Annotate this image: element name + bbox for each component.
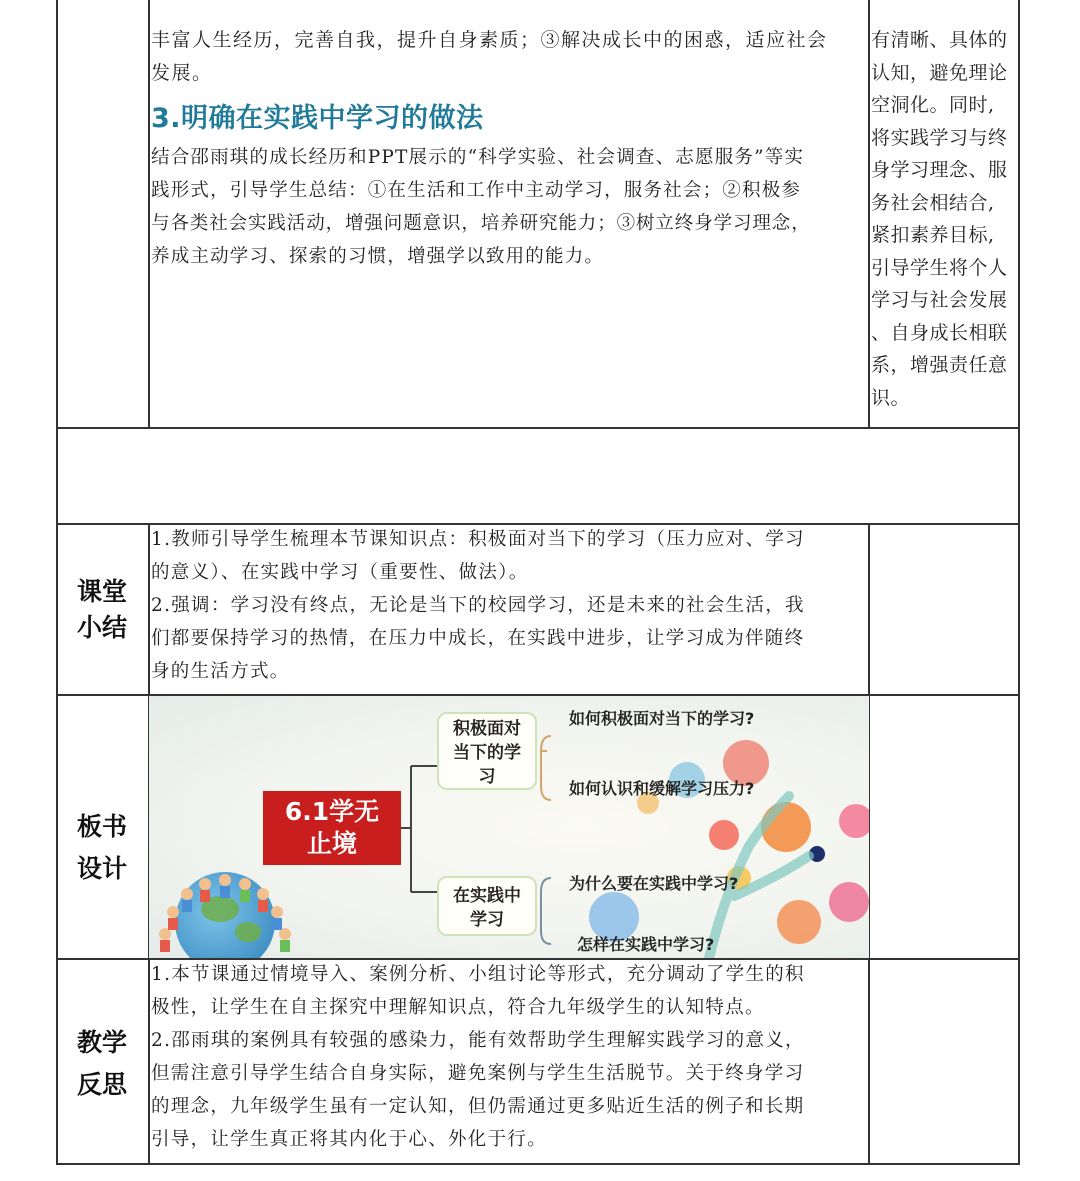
children-ring-graphic [149, 856, 309, 958]
column-divider-2-top [868, 0, 870, 428]
reflection-line: 引导，让学生真正将其内化于心、外化于行。 [151, 1129, 548, 1150]
side-note-line: 认知，避免理论 [871, 61, 1008, 84]
body-line: 丰富人生经历，完善自我，提升自身素质；③解决成长中的困惑，适应社会 [151, 29, 828, 51]
label-line: 课堂 [76, 577, 127, 606]
side-note-line: 身学习理念、服 [871, 159, 1008, 181]
practice-method-cell [151, 24, 867, 273]
reflection-label [56, 1022, 148, 1106]
table-border-bottom [56, 1163, 1020, 1165]
body-line: 发展。 [151, 62, 213, 84]
reflection-line: 1.本节课通过情境导入、案例分析、小组讨论等形式，充分调动了学生的积 [151, 964, 805, 985]
body-line: 践形式，引导学生总结：①在生活和工作中主动学习，服务社会；②积极参 [151, 180, 802, 201]
lesson-plan-table [56, 0, 1020, 1165]
summary-content [151, 523, 867, 688]
board-title-line: 6.1学无 [284, 797, 380, 826]
side-note-line: 、自身成长相联 [871, 321, 1008, 344]
node-line: 学习 [470, 910, 504, 930]
summary-line: 2.强调：学习没有终点，无论是当下的校园学习，还是未来的社会生活，我 [151, 595, 805, 616]
column-divider-1-top [148, 0, 150, 428]
summary-line: 1.教师引导学生梳理本节课知识点：积极面对当下的学习（压力应对、学习 [151, 529, 805, 550]
label-line: 反思 [76, 1070, 127, 1099]
board-question: 如何积极面对当下的学习? [569, 709, 755, 728]
body-line: 养成主动学习、探索的习惯，增强学以致用的能力。 [151, 246, 605, 267]
node-line: 积极面对 [453, 719, 521, 739]
design-intent-cell [871, 24, 1017, 414]
row-divider-1 [56, 427, 1020, 429]
label-line: 小结 [76, 613, 127, 642]
node-face-learning [437, 712, 537, 790]
body-line: 与各类社会实践活动，增强问题意识，培养研究能力；③树立终身学习理念， [151, 213, 811, 234]
label-line: 板书 [76, 812, 127, 841]
side-note-line: 将实践学习与终 [871, 126, 1008, 149]
board-design-image [149, 696, 869, 958]
label-line: 设计 [76, 854, 127, 883]
board-label [56, 806, 148, 890]
board-question: 为什么要在实践中学习? [569, 874, 739, 893]
summary-line: 身的生活方式。 [151, 661, 290, 682]
reflection-content [151, 958, 867, 1156]
board-question: 如何认识和缓解学习压力? [569, 779, 755, 798]
node-line: 当下的学 [453, 743, 521, 763]
side-note-line: 系，增强责任意 [871, 354, 1008, 376]
side-note-line: 引导学生将个人 [871, 256, 1008, 279]
reflection-line: 但需注意引导学生结合自身实际，避免案例与学生生活脱节。关于终身学习 [151, 1063, 805, 1084]
reflection-line: 的理念，九年级学生虽有一定认知，但仍需通过更多贴近生活的例子和长期 [151, 1096, 805, 1117]
side-note-line: 学习与社会发展 [871, 289, 1008, 311]
side-note-line: 有清晰、具体的 [871, 29, 1008, 51]
summary-label [56, 574, 148, 646]
reflection-line: 2.邵雨琪的案例具有较强的感染力，能有效帮助学生理解实践学习的意义， [151, 1030, 805, 1051]
summary-line: 的意义）、在实践中学习（重要性、做法）。 [151, 562, 529, 583]
side-note-line: 空洞化。同时, [871, 94, 995, 116]
board-title-line: 止境 [306, 829, 357, 858]
side-note-line: 识。 [871, 386, 911, 409]
table-border-right [1018, 0, 1020, 1165]
summary-line: 们都要保持学习的热情，在压力中成长，在实践中进步，让学习成为伴随终 [151, 628, 805, 649]
side-note-line: 务社会相结合, [871, 191, 995, 214]
side-note-line: 紧扣素养目标, [871, 224, 995, 246]
board-question: 怎样在实践中学习? [577, 935, 715, 954]
body-line: 结合邵雨琪的成长经历和PPT展示的“科学实验、社会调查、志愿服务”等实 [151, 147, 805, 168]
node-line: 习 [478, 767, 496, 787]
node-practice-learning [437, 876, 537, 936]
label-line: 教学 [76, 1028, 127, 1057]
section-heading: 3.明确在实践中学习的做法 [151, 103, 484, 134]
reflection-line: 极性，让学生在自主探究中理解知识点，符合九年级学生的认知特点。 [151, 997, 765, 1018]
node-line: 在实践中 [453, 886, 521, 906]
board-title [263, 791, 401, 865]
